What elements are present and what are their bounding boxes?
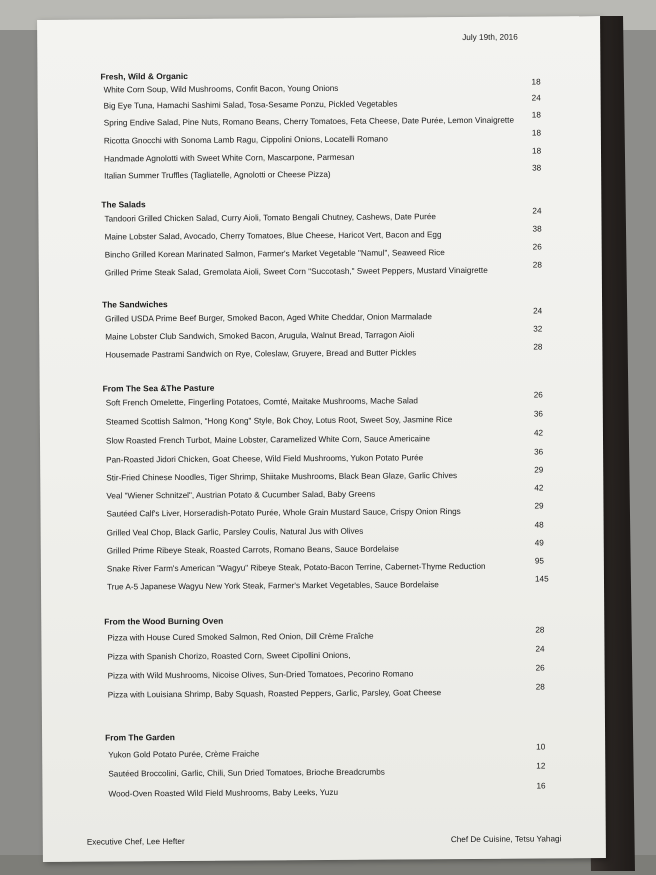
menu-item [41, 574, 604, 595]
menu-item [42, 781, 605, 802]
menu-footer [43, 834, 606, 847]
menu-item [40, 501, 603, 522]
item-description: Grilled Prime Steak Salad, Gremolata Aioli, Sweet Corn "Succotash," Sweet Peppers, Mustard Vinaigrette [104, 265, 488, 278]
item-description: Wood-Oven Roasted Wild Field Mushrooms, Baby Leeks, Yuzu [108, 787, 339, 799]
menu-item [42, 682, 605, 703]
item-price: 18 [531, 128, 542, 138]
item-price: 28 [535, 625, 545, 635]
item-price: 28 [535, 682, 545, 692]
menu-item [38, 146, 601, 167]
section-title: The Salads [101, 199, 146, 210]
item-price: 32 [533, 324, 543, 334]
item-description: Maine Lobster Club Sandwich, Smoked Bacon, Arugula, Walnut Bread, Tarragon Aioli [105, 330, 415, 342]
item-description: Sautéed Calf's Liver, Horseradish-Potato Purée, Whole Grain Mustard Sauce, Crispy Onion Rings [106, 507, 461, 519]
item-description: Bincho Grilled Korean Marinated Salmon, Farmer's Market Vegetable "Namul", Seaweed Rice [104, 248, 445, 260]
section-title: Fresh, Wild & Organic [100, 70, 188, 82]
menu-item [40, 447, 603, 468]
executive-chef: Executive Chef, Lee Hefter [86, 836, 185, 847]
item-price: 18 [531, 77, 541, 87]
item-price: 18 [531, 146, 542, 156]
menu-item [41, 625, 604, 646]
menu-item [41, 538, 604, 559]
menu-item [39, 224, 602, 245]
item-price: 10 [536, 742, 546, 752]
menu-item [38, 206, 601, 227]
menu-item [41, 556, 604, 577]
menu-page [37, 16, 606, 862]
menu-item [39, 324, 602, 345]
item-price: 49 [534, 538, 544, 548]
item-description: Pizza with Spanish Chorizo, Roasted Corn, Sweet Cipollini Onions, [107, 650, 351, 662]
menu-item [38, 93, 601, 114]
menu-item [40, 409, 603, 430]
item-description: Big Eye Tuna, Hamachi Sashimi Salad, Tosa-Sesame Ponzu, Pickled Vegetables [103, 99, 398, 111]
item-price: 38 [532, 224, 542, 234]
item-price: 36 [533, 409, 543, 419]
chef-de-cuisine: Chef De Cuisine, Tetsu Yahagi [450, 834, 562, 845]
item-price: 16 [536, 781, 546, 791]
item-description: Housemade Pastrami Sandwich on Rye, Coleslaw, Gruyere, Bread and Butter Pickles [105, 348, 417, 360]
section-title: The Sandwiches [102, 299, 168, 310]
section-title: From the Wood Burning Oven [104, 615, 224, 627]
item-description: Maine Lobster Salad, Avocado, Cherry Tomatoes, Blue Cheese, Haricot Vert, Bacon and Egg [104, 230, 442, 242]
item-price: 36 [534, 447, 544, 457]
item-price: 24 [535, 644, 545, 654]
item-description: Sautéed Broccolini, Garlic, Chili, Sun Dried Tomatoes, Brioche Breadcrumbs [108, 767, 385, 779]
menu-item [38, 77, 601, 98]
section-fresh-wild-organic [37, 68, 600, 181]
item-description: Pizza with Wild Mushrooms, Nicoise Olives, Sun-Dried Tomatoes, Pecorino Romano [107, 669, 414, 681]
menu-item [42, 761, 605, 782]
item-price: 24 [533, 306, 543, 316]
item-description: Slow Roasted French Turbot, Maine Lobster, Caramelized White Corn, Sauce Americaine [105, 434, 431, 446]
item-description: Grilled Veal Chop, Black Garlic, Parsley Coulis, Natural Jus with Olives [106, 526, 364, 538]
menu-item [38, 128, 601, 149]
menu-item [41, 644, 604, 665]
item-description: Pan-Roasted Jidori Chicken, Goat Cheese, Wild Field Mushrooms, Yukon Potato Purée [106, 453, 424, 465]
item-price: 145 [534, 574, 549, 584]
menu-item [38, 110, 601, 131]
menu-item [39, 242, 602, 263]
item-price: 24 [531, 93, 541, 103]
item-description: Ricotta Gnocchi with Sonoma Lamb Ragu, Cippolini Onions, Locatelli Romano [103, 134, 388, 146]
item-description: Stir-Fried Chinese Noodles, Tiger Shrimp, Shiitake Mushrooms, Black Bean Glaze, Garlic Chives [106, 471, 458, 483]
item-description: Spring Endive Salad, Pine Nuts, Romano Beans, Cherry Tomatoes, Feta Cheese, Date Purée, Lemon Vinaigrette [103, 115, 515, 128]
item-description: Grilled USDA Prime Beef Burger, Smoked Bacon, Aged White Cheddar, Onion Marmalade [105, 312, 432, 324]
menu-document [37, 16, 606, 862]
item-description: Pizza with House Cured Smoked Salmon, Red Onion, Dill Crème Fraîche [107, 631, 374, 643]
menu-item [42, 663, 605, 684]
menu-item [38, 163, 601, 184]
item-price: 26 [532, 242, 542, 252]
item-price: 26 [535, 663, 545, 673]
item-price: 95 [534, 556, 544, 566]
menu-item [41, 520, 604, 541]
item-description: Pizza with Louisiana Shrimp, Baby Squash, Roasted Peppers, Garlic, Parsley, Goat Cheese [107, 688, 442, 700]
item-description: Yukon Gold Potato Purée, Crème Fraiche [108, 749, 260, 760]
section-sandwiches [39, 296, 602, 360]
item-price: 42 [534, 483, 544, 493]
menu-item [40, 483, 603, 504]
section-title: From The Garden [105, 732, 175, 743]
menu-item [40, 465, 603, 486]
menu-item [39, 260, 602, 281]
item-price: 29 [534, 501, 544, 511]
item-description: Handmade Agnolotti with Sweet White Corn, Mascarpone, Parmesan [104, 152, 355, 164]
menu-date: July 19th, 2016 [462, 32, 518, 43]
menu-item [40, 390, 603, 411]
item-price: 38 [532, 163, 542, 173]
section-wood-burning-oven [41, 613, 604, 700]
section-salads [38, 196, 601, 278]
section-garden [42, 729, 605, 799]
item-price: 28 [533, 342, 543, 352]
item-description: Soft French Omelette, Fingerling Potatoes, Comté, Maitake Mushrooms, Mache Salad [105, 396, 418, 408]
menu-item [39, 342, 602, 363]
section-title: From The Sea &The Pasture [102, 382, 215, 394]
item-description: Tandoori Grilled Chicken Salad, Curry Aioli, Tomato Bengali Chutney, Cashews, Date Purée [104, 212, 436, 224]
menu-item [40, 428, 603, 449]
item-price: 18 [531, 110, 541, 120]
item-price: 29 [534, 465, 544, 475]
item-price: 26 [533, 390, 543, 400]
item-price: 42 [533, 428, 544, 438]
section-sea-and-pasture [40, 380, 603, 592]
menu-item [39, 306, 602, 327]
item-description: Steamed Scottish Salmon, "Hong Kong" Style, Bok Choy, Lotus Root, Sweet Soy, Jasmine Rice [105, 415, 453, 427]
item-description: True A-5 Japanese Wagyu New York Steak, Farmer's Market Vegetables, Sauce Bordelaise [106, 580, 439, 592]
item-price: 28 [532, 260, 542, 270]
item-description: Snake River Farm's American "Wagyu" Ribeye Steak, Potato-Bacon Terrine, Cabernet-Thyme Reduction [106, 561, 486, 574]
item-description: White Corn Soup, Wild Mushrooms, Confit Bacon, Young Onions [103, 83, 339, 95]
item-price: 48 [534, 520, 544, 530]
item-price: 12 [536, 761, 546, 771]
item-description: Veal "Wiener Schnitzel", Austrian Potato & Cucumber Salad, Baby Greens [106, 489, 376, 501]
menu-item [42, 742, 605, 763]
item-price: 24 [532, 206, 542, 216]
item-description: Grilled Prime Ribeye Steak, Roasted Carrots, Romano Beans, Sauce Bordelaise [106, 544, 399, 556]
item-description: Italian Summer Truffles (Tagliatelle, Agnolotti or Cheese Pizza) [104, 169, 331, 181]
